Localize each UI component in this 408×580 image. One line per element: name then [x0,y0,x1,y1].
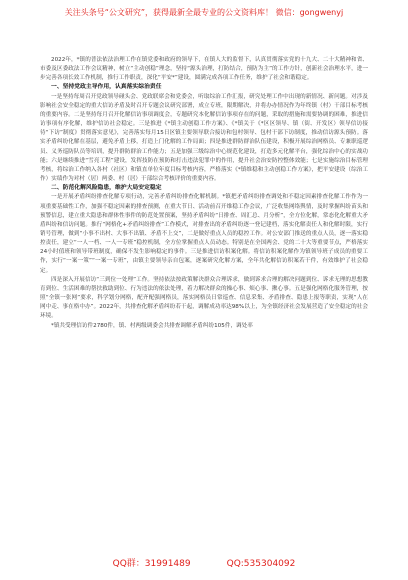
section-2-paragraph-1: 一是开展矛盾纠纷排查化解专项行动，完善矛盾纠纷排查化解机制。*镇把矛盾纠纷排查调处和不稳定因素排查化解工作作为一项重要基础性工作，加强不稳定因素的排查预测，在重大节日、活动前召开维稳工作会议，广泛收集网络舆情，及时掌握纠纷苗头和预警信息，建立重大隐患和群体性事件的防范处置预案，坚持矛盾纠纷“日排查、周汇总、月分析”，全方位化解，常态化化解重大矛盾纠纷和信访问题。推行“网格化+矛盾纠纷排查”工作模式，对排查出的矛盾纠纷逐一登记建档，落实化解责任人和化解时限，实行销号管理，做到“小事不出村、大事不出镇、矛盾不上交”，二是做好重点人员的稳控工作。对公安部门推送的重点人员，逐一落实稳控责任，建立“一人一档、一人一专班”稳控机制，全方位掌握重点人员动态。特别是在全国两会、党的二十大等重要节点，严格落实24小时值班和领导带班制度，确保不发生影响稳定的事件。三是推进信访积案化解。将信访积案化解作为镇领导班子成员的重要工作，实行“一案一策”“一案一专班”，由镇主要领导亲自包案，逐案研究化解方案，全年共化解信访积案若干件，有效维护了社会稳定。 [40,194,368,274]
section-2-paragraph-2: 四是深入开展信访“三到位一处理”工作。坚持依法按政策解决群众合理诉求，做到诉求合理的解决问题到位、诉求无理的思想教育到位、生活困难的帮扶救助到位、行为违法的依法处理，着力解决群众的操心事、烦心事、揪心事。五是强化网格化服务管理，按照“全镇一张网”要求，科学划分网格，配齐配强网格员，落实网格员日常巡查、信息采集、矛盾排查、隐患上报等职责，实现“人在网中走、事在格中办”。2022年，共排查化解矛盾纠纷若干起，调解成功率达98%以上，为全镇经济社会发展营造了安全稳定的社会环境。 [40,276,368,320]
promo-banner: 关注头条号“公文研究”，获得最新全最专业的公文资料库！ 微信：gongwenyj [64,8,344,17]
contact-footer [0,559,408,570]
section-2-paragraph-3: *镇共受理信访件2780件，镇、村两级调委会共排查调解矛盾纠纷105件，调处率 [51,322,253,329]
intro-paragraph: 2022年，*镇的普法依法治理工作在镇党委和政府的领导下，在镇人大的监督下，认真贯彻落实党的十九大、二十大精神和省、市委及区委政法工作会议精神，树立“主动创稳”理念，坚持“源头治理，打防结合，预防为主”的工作方针，创新社会治理水平，进一步完善各项长效工作机制，推行工作职责，深化“平安*”建设，圆满完成各项工作任务，维护了社会和谐稳定。 [40,57,368,82]
document-body [40,56,368,331]
qq-number-text: QQ:535304092 [226,559,296,569]
qq-group-text: QQ群：31991489 [112,559,191,569]
section-heading-1: 一、坚持党政主导作用，认真落实综治责任 [51,84,162,91]
section-heading-2: 二、防范化解风险隐患，维护大局安定稳定 [51,185,162,192]
section-1-paragraph: 一是坚持每周召开党政领导碰头会、党政联席会和党委会，听取综治工作汇报，研究处理工作中出现的新情况、新问题。对涉及影响社会安全稳定的重大信访矛盾及时召开专题会议研究部署，成立专班，限期解决，并将办办情况作为年终镇（村）干部目标考核的重要内容。二是坚持每月召开化解信访事项调度会，专题研究本化解信访事项存在的问题，采取的措施和需要协调的困难，推进信访事项有序化解，维护信访社会稳定。三是推进《*镇主动创稳工作方案》、《*镇关于《*区区领导、镇（街、开发区）领导信访接待“下访”制度》贯彻落实意见》，完善落实每月15日区镇主要领导联合接访和包村领导、包村干部下访制度，推动信访源头预防。落实矛盾纠纷化解在基层，避免矛盾上移，打造上门化解的工作局面；四是推进群防群治队伍建设，积极开展综治网格员、专兼职巡逻员、义务巡防队员等培训，提升群防群治工作能力；五是加强三级综治中心规范化建设，打造多元化解平台，强化综治中心的实战功能；六是继续推进“雪亮工程”建设，发挥技防在预防和打击违法犯罪中的作用，提升社会治安防控整体效能；七是实施综治目标管理考核，将综治工作纳入各村（社区）和镇直单位年度目标考核内容，严格落实《*镇维稳和主动创稳工作方案》，把平安建设（综治工作）实绩作为对村（居）两委、村（居）干部综合考核评价的重要内容。 [40,93,368,183]
